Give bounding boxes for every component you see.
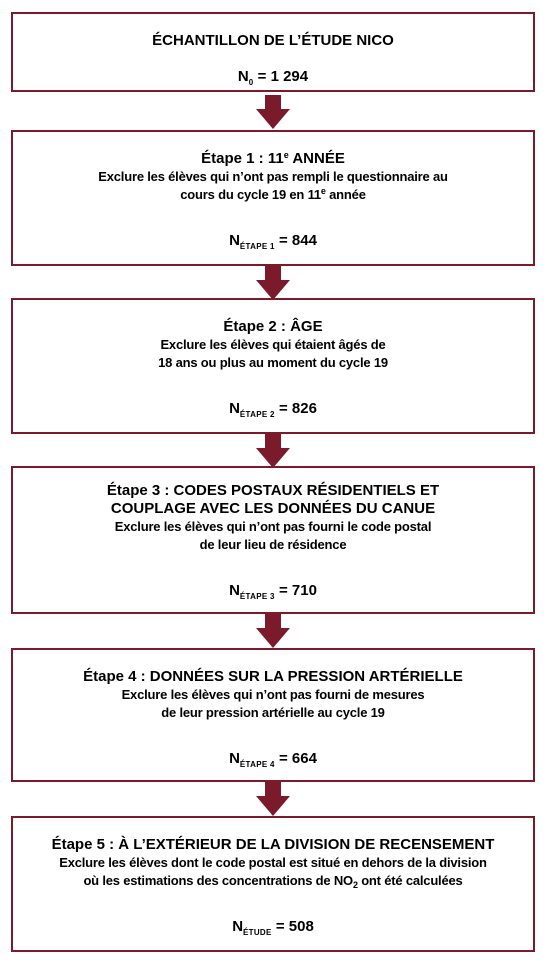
flow-box-sample bbox=[11, 12, 535, 92]
flow-box-step-3 bbox=[11, 466, 535, 614]
box-count: $N_{ÉTAPE 1} = 844$ bbox=[229, 232, 317, 251]
box-title: Étape 5 : À L’EXTÉRIEUR DE LA DIVISION DE RECENSEMENT bbox=[51, 836, 495, 853]
box-count: $N_0 = 1$ 294 bbox=[237, 68, 309, 87]
flow-box-step-2 bbox=[11, 298, 535, 434]
box-count: $N_{ÉTAPE 4} = 664$ bbox=[229, 750, 317, 769]
box-description: Exclure les élèves qui n’ont pas fourni le code postal de leur lieu de résidence bbox=[114, 519, 432, 552]
flow-box-step-1 bbox=[11, 130, 535, 266]
flow-box-step-5 bbox=[11, 816, 535, 952]
box-title: Étape 3 : CODES POSTAUX RÉSIDENTIELS ET COUPLAGE AVEC LES DONNÉES DU CANUE bbox=[106, 482, 440, 517]
box-description: Exclure les élèves qui n’ont pas fourni de mesures de leur pression artérielle au cycle 19 bbox=[121, 687, 425, 720]
down-arrow-icon bbox=[256, 434, 290, 468]
box-count: $N_{ÉTUDE} = 508$ bbox=[232, 918, 314, 937]
down-arrow-icon bbox=[256, 266, 290, 300]
box-title: Étape 1 : 11e ANNÉE bbox=[201, 150, 345, 167]
down-arrow-icon bbox=[256, 614, 290, 648]
down-arrow-icon bbox=[256, 782, 290, 816]
down-arrow-icon bbox=[256, 95, 290, 129]
flow-box-step-4 bbox=[11, 648, 535, 782]
box-title: ÉCHANTILLON DE L’ÉTUDE NICO bbox=[152, 32, 394, 49]
box-title: Étape 4 : DONNÉES SUR LA PRESSION ARTÉRIELLE bbox=[83, 668, 463, 685]
box-title: Étape 2 : ÂGE bbox=[223, 318, 323, 335]
box-count: $N_{ÉTAPE 2} = 826$ bbox=[229, 400, 317, 419]
box-count: $N_{ÉTAPE 3} = 710$ bbox=[229, 582, 317, 601]
box-description: Exclure les élèves dont le code postal est situé en dehors de la division où les estimations des concentrations de $NO_2$ ont été calculées bbox=[59, 855, 487, 890]
box-description: Exclure les élèves qui n’ont pas rempli le questionnaire au cours du cycle 19 en 11e année bbox=[98, 169, 448, 202]
box-description: Exclure les élèves qui étaient âgés de 18 ans ou plus au moment du cycle 19 bbox=[158, 337, 388, 370]
